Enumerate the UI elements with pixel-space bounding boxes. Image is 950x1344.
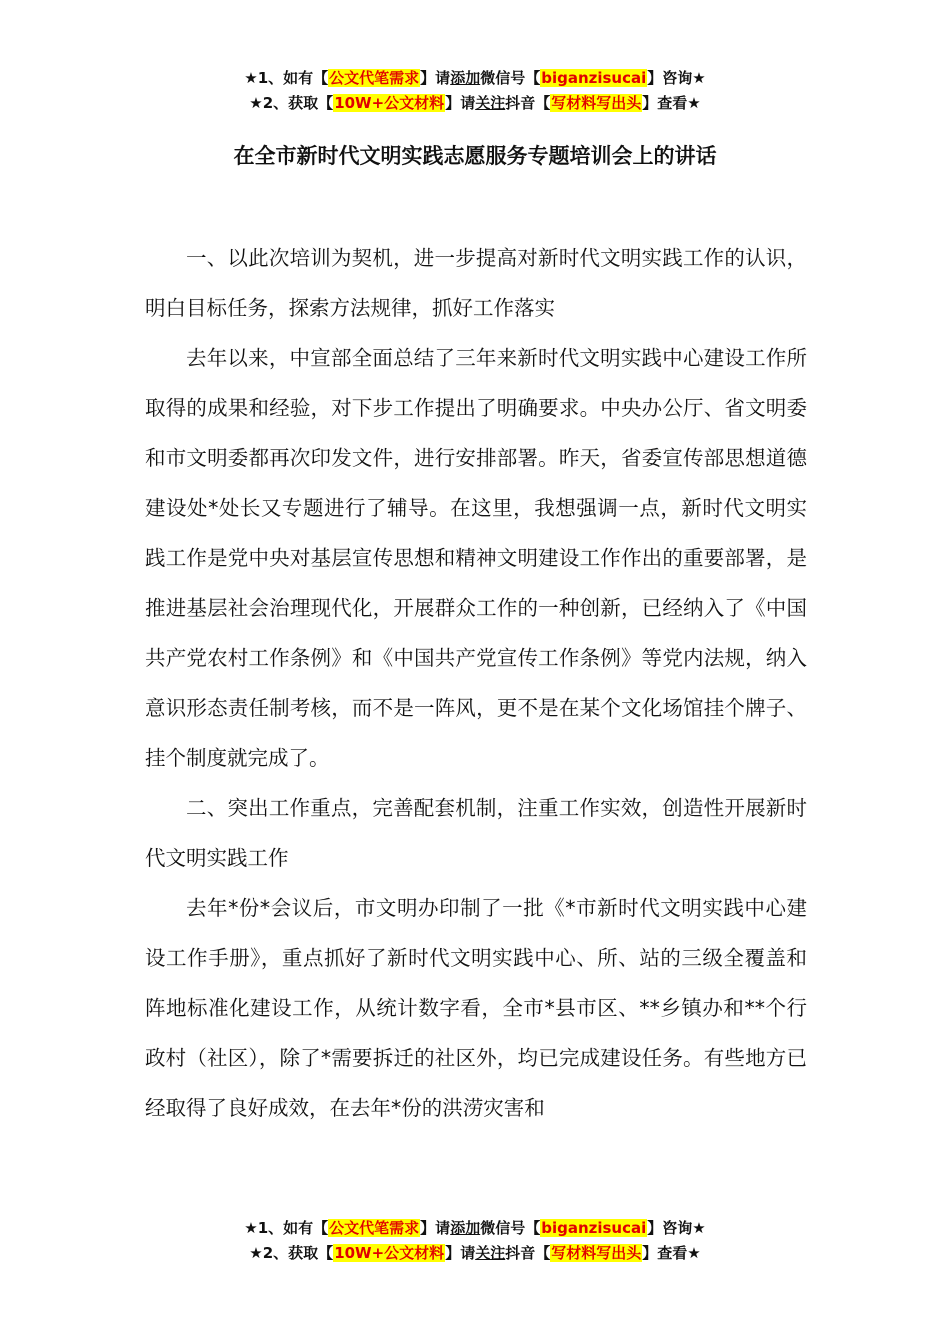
banner-text: 】查看★ bbox=[642, 1244, 701, 1262]
paragraph-1: 去年以来，中宣部全面总结了三年来新时代文明实践中心建设工作所取得的成果和经验，对下步工作提出了明确要求。中央办公厅、省文明委和市文明委都再次印发文件，进行安排部署。昨天，省委宣传部思想道德建设处*处长又专题进行了辅导。在这里，我想强调一点，新时代文明实践工作是党中央对基层宣传思想和精神文明建设工作作出的重要部署，是推进基层社会治理现代化，开展群众工作的一种创新，已经纳入了《中国共产党农村工作条例》和《中国共产党宣传工作条例》等党内法规，纳入意识形态责任制考核，而不是一阵风，更不是在某个文化场馆挂个牌子、挂个制度就完成了。 bbox=[145, 346, 807, 770]
banner-highlight-douyin: 写材料写出头 bbox=[551, 94, 642, 112]
banner-text: 】请 bbox=[420, 69, 451, 87]
banner-highlight: 10W+公文材料 bbox=[334, 94, 445, 112]
banner-text: 1、如有【 bbox=[257, 1219, 329, 1237]
banner-text: 抖音【 bbox=[505, 1244, 551, 1262]
banner-line-1 bbox=[0, 66, 950, 91]
banner-text: 】请 bbox=[420, 1219, 451, 1237]
paragraph-2: 去年*份*会议后，市文明办印制了一批《*市新时代文明实践中心建设工作手册》，重点抓好了新时代文明实践中心、所、站的三级全覆盖和阵地标准化建设工作，从统计数字看，全市*县市区、**乡镇办和**个行政村（社区），除了*需要拆迁的社区外，均已完成建设任务。有些地方已经取得了良好成效，在去年*份的洪涝灾害和 bbox=[145, 896, 807, 1120]
banner-highlight-wechat: biganzisucai bbox=[541, 69, 647, 87]
banner-text: 】请 bbox=[445, 1244, 476, 1262]
star-icon: ★ bbox=[249, 1244, 263, 1262]
banner-underline-text: 添加 bbox=[450, 69, 481, 87]
banner-text: 】查看★ bbox=[642, 94, 701, 112]
section-heading-2: 二、突出工作重点，完善配套机制，注重工作实效，创造性开展新时代文明实践工作 bbox=[145, 796, 807, 870]
banner-underline-text: 关注 bbox=[475, 1244, 506, 1262]
banner-line-2 bbox=[0, 1241, 950, 1266]
banner-text: 】咨询★ bbox=[647, 69, 706, 87]
star-icon: ★ bbox=[244, 69, 258, 87]
banner-text: 】请 bbox=[445, 94, 476, 112]
document-title: 在全市新时代文明实践志愿服务专题培训会上的讲话 bbox=[233, 144, 717, 168]
document-body bbox=[145, 233, 807, 1133]
banner-line-1 bbox=[0, 1216, 950, 1241]
banner-text: 2、获取【 bbox=[262, 1244, 334, 1262]
top-banner bbox=[0, 66, 950, 116]
banner-text: 抖音【 bbox=[505, 94, 551, 112]
banner-highlight: 公文代笔需求 bbox=[329, 1219, 420, 1237]
banner-highlight-douyin: 写材料写出头 bbox=[551, 1244, 642, 1262]
banner-underline-text: 添加 bbox=[450, 1219, 481, 1237]
banner-text: 】咨询★ bbox=[647, 1219, 706, 1237]
bottom-banner bbox=[0, 1216, 950, 1266]
banner-text: 微信号【 bbox=[480, 69, 541, 87]
section-heading-1: 一、以此次培训为契机，进一步提高对新时代文明实践工作的认识，明白目标任务，探索方法规律，抓好工作落实 bbox=[145, 246, 807, 320]
banner-highlight: 公文代笔需求 bbox=[329, 69, 420, 87]
star-icon: ★ bbox=[249, 94, 263, 112]
star-icon: ★ bbox=[244, 1219, 258, 1237]
banner-text: 1、如有【 bbox=[257, 69, 329, 87]
banner-underline-text: 关注 bbox=[475, 94, 506, 112]
banner-highlight-wechat: biganzisucai bbox=[541, 1219, 647, 1237]
banner-line-2 bbox=[0, 91, 950, 116]
banner-text: 微信号【 bbox=[480, 1219, 541, 1237]
banner-text: 2、获取【 bbox=[262, 94, 334, 112]
banner-highlight: 10W+公文材料 bbox=[334, 1244, 445, 1262]
